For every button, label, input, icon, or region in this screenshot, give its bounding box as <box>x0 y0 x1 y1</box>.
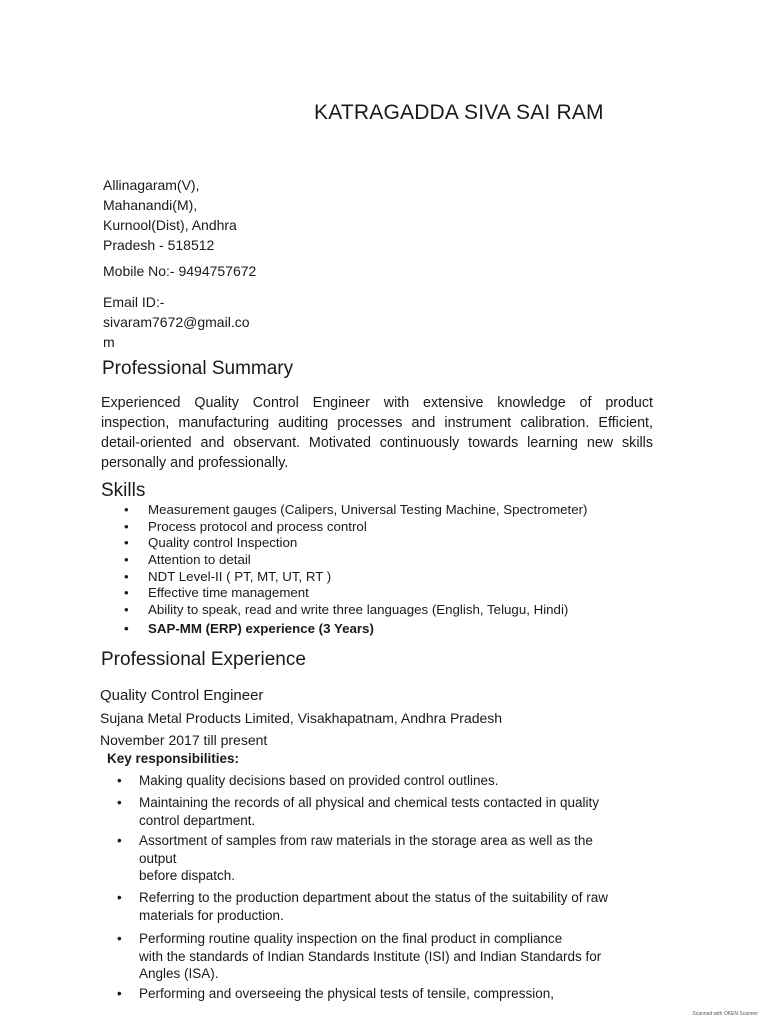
email-block <box>103 292 250 352</box>
bullet-icon: • <box>124 569 129 584</box>
bullet-icon: • <box>124 585 129 600</box>
bullet-icon: • <box>117 931 122 946</box>
bullet-icon: • <box>124 621 129 636</box>
address-line: Pradesh - 518512 <box>103 237 215 253</box>
job-title: Quality Control Engineer <box>100 687 264 704</box>
scanner-watermark: Scanned with OKEN Scanner <box>692 1011 758 1017</box>
company-name: Sujana Metal Products Limited, Visakhapatnam, Andhra Pradesh <box>100 710 503 726</box>
address-block <box>103 175 237 255</box>
skills-heading: Skills <box>101 480 146 501</box>
bullet-icon: • <box>117 833 122 848</box>
address-line: Allinagaram(V), <box>103 177 200 193</box>
address-line: Kurnool(Dist), Andhra <box>103 217 237 233</box>
summary-line: personally and professionally. <box>101 455 289 471</box>
bullet-icon: • <box>117 890 122 905</box>
bullet-icon: • <box>124 519 129 534</box>
key-responsibilities-label: Key responsibilities: <box>107 751 240 766</box>
employment-period: November 2017 till present <box>100 732 268 748</box>
bullet-icon: • <box>124 535 129 550</box>
bullet-icon: • <box>117 795 122 810</box>
summary-line: detail-oriented and observant. Motivated continuously towards learning new skills <box>101 435 653 451</box>
email-address-line: sivaram7672@gmail.co <box>103 314 250 330</box>
bullet-icon: • <box>117 773 122 788</box>
candidate-name: KATRAGADDA SIVA SAI RAM <box>314 101 604 124</box>
bullet-icon: • <box>124 602 129 617</box>
experience-heading: Professional Experience <box>101 649 306 670</box>
summary-line: inspection, manufacturing auditing processes and instrument calibration. Efficient, <box>101 415 653 431</box>
mobile-number: Mobile No:- 9494757672 <box>103 263 257 279</box>
bullet-icon: • <box>117 986 122 1001</box>
email-address-line: m <box>103 334 115 350</box>
summary-line: Experienced Quality Control Engineer with extensive knowledge of product <box>101 395 653 411</box>
bullet-icon: • <box>124 552 129 567</box>
address-line: Mahanandi(M), <box>103 197 198 213</box>
email-label: Email ID:- <box>103 294 165 310</box>
summary-paragraph <box>101 393 653 473</box>
summary-heading: Professional Summary <box>102 358 294 379</box>
bullet-icon: • <box>124 502 129 517</box>
